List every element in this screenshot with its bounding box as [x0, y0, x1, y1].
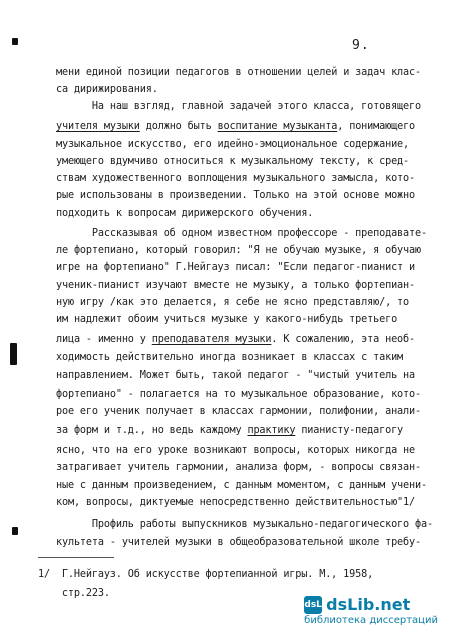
text-run: ясно, что на его уроке возникают вопросы, которых никогда не — [56, 445, 416, 456]
text-run: ученик-пианист изучают вместе не музыку, а только фортепиан- — [56, 280, 416, 291]
text-run: подходить к вопросам дирижерского обучения. — [56, 208, 314, 219]
text-line — [56, 297, 409, 309]
text-run: рое его ученик получает в классах гармонии, полифонии, анали- — [56, 406, 421, 417]
text-run: , понимающего — [337, 121, 416, 132]
text-line — [56, 480, 427, 492]
watermark-title: dsLib.net — [326, 595, 411, 614]
text-run: Рассказывая об одном известном профессоре - преподавате- — [56, 228, 427, 239]
text-line — [56, 190, 415, 202]
text-run: затрагивает учитель гармонии, анализа форм, - вопросы связан- — [56, 462, 421, 473]
footnote-line: 1/ Г.Нейгауз. Об искусстве фортепианной игры. М., 1958, — [38, 569, 374, 580]
text-line — [56, 67, 421, 79]
text-line — [56, 156, 409, 168]
text-line — [56, 208, 313, 220]
text-run: На наш взгляд, главной задачей этого класса, готовящего — [56, 101, 421, 112]
footnote-rule — [38, 557, 114, 558]
text-line — [56, 519, 433, 531]
underlined-phrase: учителя музыки — [56, 121, 140, 132]
underlined-phrase: преподавателя музыки — [151, 334, 272, 345]
text-run: мени единой позиции педагогов в отношении целей и задач клас- — [56, 67, 421, 78]
footnote-line: стр.223. — [38, 588, 110, 599]
text-line — [56, 84, 158, 96]
text-line — [56, 280, 415, 292]
text-line — [56, 139, 409, 151]
text-run: им надлежит обоим учиться музыке у какого-нибудь третьего — [56, 314, 398, 325]
watermark-logo-icon: dsL — [304, 596, 322, 614]
text-line — [56, 370, 415, 382]
text-run: рые использованы в произведении. Только на этой основе можно — [56, 190, 416, 201]
text-run: пианисту-педагогу — [295, 425, 404, 436]
text-run: игре на фортепиано" Г.Нейгауз писал: "Если педагог-пианист и — [56, 262, 416, 273]
text-line — [56, 173, 415, 185]
binder-hole-mark — [12, 38, 18, 45]
text-line — [56, 352, 403, 364]
text-run: должно быть — [139, 121, 218, 132]
text-run: ные с данным произведением, с данным моментом, с данным учени- — [56, 480, 427, 491]
text-line — [56, 537, 421, 549]
text-line — [56, 497, 415, 509]
text-line — [56, 334, 415, 346]
binder-hole-mark — [10, 343, 17, 365]
text-run: ком, вопросы, диктуемые непосредственно действительностью"1/ — [56, 497, 416, 508]
text-line — [56, 389, 421, 401]
underlined-phrase: воспитание музыканта — [217, 121, 338, 132]
text-line — [56, 228, 427, 240]
text-line — [56, 121, 415, 133]
binder-hole-mark — [12, 527, 18, 535]
text-run: ходимость действительно иногда возникает в классах с таким — [56, 352, 404, 363]
text-run: ле фортепиано, который говорил: "Я не обучаю музыке, я обучаю — [56, 245, 421, 256]
text-run: лица - именно у — [56, 334, 152, 345]
text-line — [56, 406, 421, 418]
text-line — [56, 314, 397, 326]
text-run: культета - учителей музыки в общеобразовательной школе требу- — [56, 537, 421, 548]
text-line — [56, 445, 415, 457]
page-number: 9. — [352, 38, 370, 53]
text-line — [56, 101, 421, 113]
text-line — [56, 462, 421, 474]
text-line — [56, 262, 415, 274]
text-run: умеющего вдумчиво относиться к музыкальному тексту, к сред- — [56, 156, 410, 167]
underlined-phrase: практику — [247, 425, 296, 436]
text-run: музыкальное искусство, его идейно-эмоциональное содержание, — [56, 139, 410, 150]
text-run: за форм и т.д., но ведь каждому — [56, 425, 248, 436]
watermark — [304, 595, 438, 626]
text-run: Профиль работы выпускников музыкально-педагогического фа- — [56, 519, 433, 530]
watermark-subtitle: библиотека диссертаций — [304, 615, 438, 626]
text-run: са дирижирования. — [56, 84, 158, 95]
text-run: ную игру /как это делается, я себе не ясно представляю/, то — [56, 297, 410, 308]
text-run: ствам художественного воплощения музыкального замысла, кото- — [56, 173, 416, 184]
text-run: фортепиано" - полагается на то музыкальное образование, кото- — [56, 389, 421, 400]
text-line — [56, 425, 403, 437]
text-run: направлением. Может быть, такой педагог - "чистый учитель на — [56, 370, 416, 381]
text-line — [56, 245, 421, 257]
text-run: . К сожалению, эта необ- — [271, 334, 416, 345]
